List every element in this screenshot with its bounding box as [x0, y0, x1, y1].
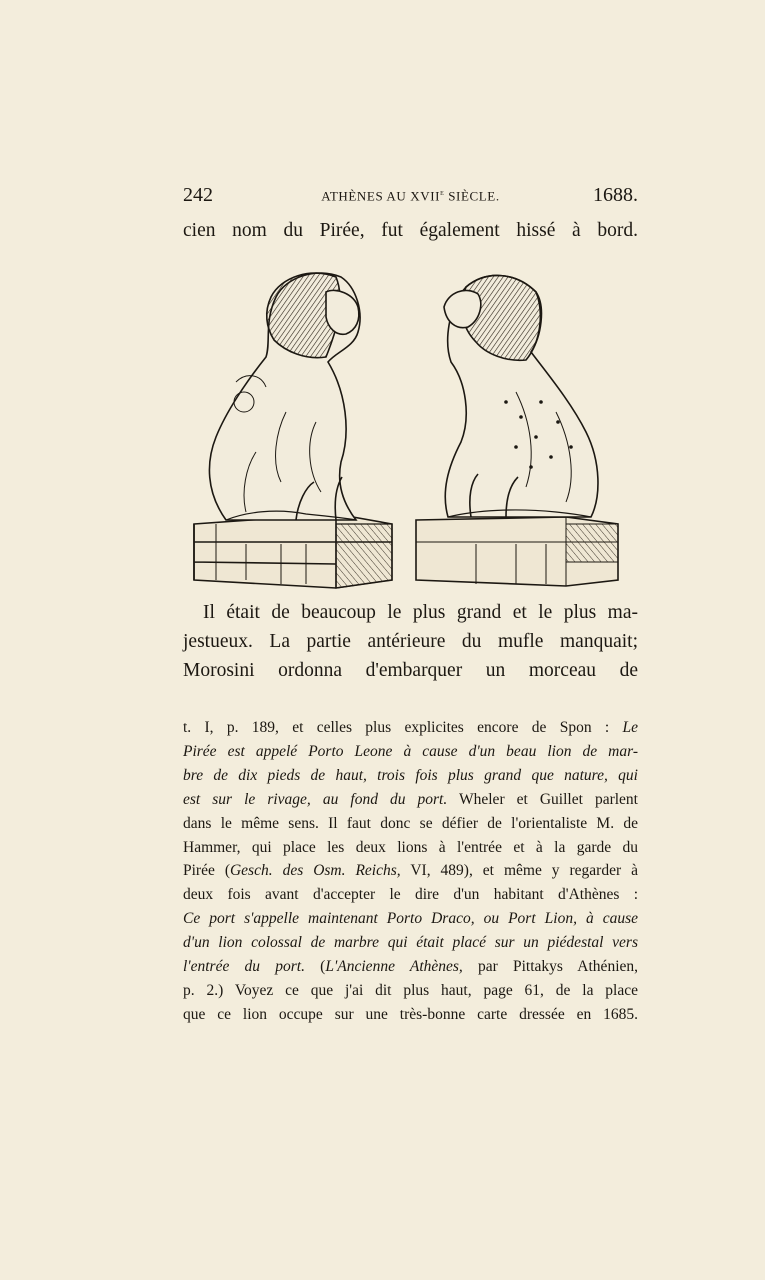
text-line: cien nom du Pirée, fut également hissé à bord. [183, 220, 638, 241]
footnote-italic: bre de dix pieds de haut, trois fois plus grand que nature, qui [183, 766, 638, 784]
footnote-line [183, 788, 638, 812]
footnote-line [183, 907, 638, 931]
paragraph-line: jestueux. La partie antérieure du mufle manquait; [183, 631, 638, 652]
running-title-superscript: e [440, 187, 445, 197]
running-title [183, 187, 638, 204]
footnote-italic: Pirée est appelé Porto Leone à cause d'un beau lion de mar- [183, 742, 638, 760]
footnote-italic: est sur le rivage, au fond du port. [183, 790, 448, 808]
footnote-line: que ce lion occupe sur une très-bonne carte dressée en 1685. [183, 1005, 638, 1023]
footnote-line [183, 931, 638, 955]
footnote-italic: l'entrée du port. [183, 958, 305, 976]
footnote-text: VI, 489), et même y regarder à [400, 862, 638, 880]
footnote-line: p. 2.) Voyez ce que j'ai dit plus haut, page 61, de la place [183, 981, 638, 999]
footnote-italic: Gesch. des Osm. Reichs, [229, 862, 401, 880]
footnote-line: deux fois avant d'accepter le dire d'un habitant d'Athènes : [183, 886, 638, 904]
footnote-line [183, 955, 638, 979]
footnote-text: t. I, p. 189, et celles plus explicites encore de Spon : [183, 719, 623, 736]
right-lion [416, 276, 618, 586]
footnote-line: Hammer, qui place les deux lions à l'entrée et à la garde du [183, 838, 638, 856]
footnote-line [183, 859, 638, 883]
continuation-line [183, 216, 638, 245]
footnote-text: Pirée ( [183, 862, 230, 880]
footnote-italic: Le [622, 719, 638, 736]
footnote-italic: Ce port s'appelle maintenant Porto Draco, ou Port Lion, à cause [183, 910, 638, 928]
footnote-line [183, 716, 638, 740]
running-title-end: SIÈCLE. [444, 188, 500, 204]
running-head [183, 184, 638, 210]
running-year: 1688. [593, 184, 638, 206]
footnote-line [183, 740, 638, 764]
footnote-line: dans le même sens. Il faut donc se défier de l'orientaliste M. de [183, 814, 638, 832]
page-number: 242 [183, 184, 213, 206]
footnote-text: Wheler et Guillet parlent [447, 790, 638, 808]
footnote [183, 716, 638, 1027]
footnote-italic: d'un lion colossal de marbre qui était placé sur un piédestal vers [183, 934, 638, 952]
left-lion [194, 273, 392, 588]
footnote-italic: L'Ancienne Athènes, [325, 958, 463, 976]
footnote-text: ( [304, 958, 326, 976]
running-title-text: ATHÈNES AU XVII [321, 188, 441, 204]
paragraph-line: Morosini ordonna d'embarquer un morceau de [183, 660, 638, 681]
footnote-text: par Pittakys Athénien, [462, 958, 638, 976]
paragraph-line: Il était de beaucoup le plus grand et le plus ma- [203, 602, 638, 623]
paragraph [183, 598, 638, 685]
footnote-line [183, 764, 638, 788]
lion-statues-engraving [186, 262, 626, 592]
